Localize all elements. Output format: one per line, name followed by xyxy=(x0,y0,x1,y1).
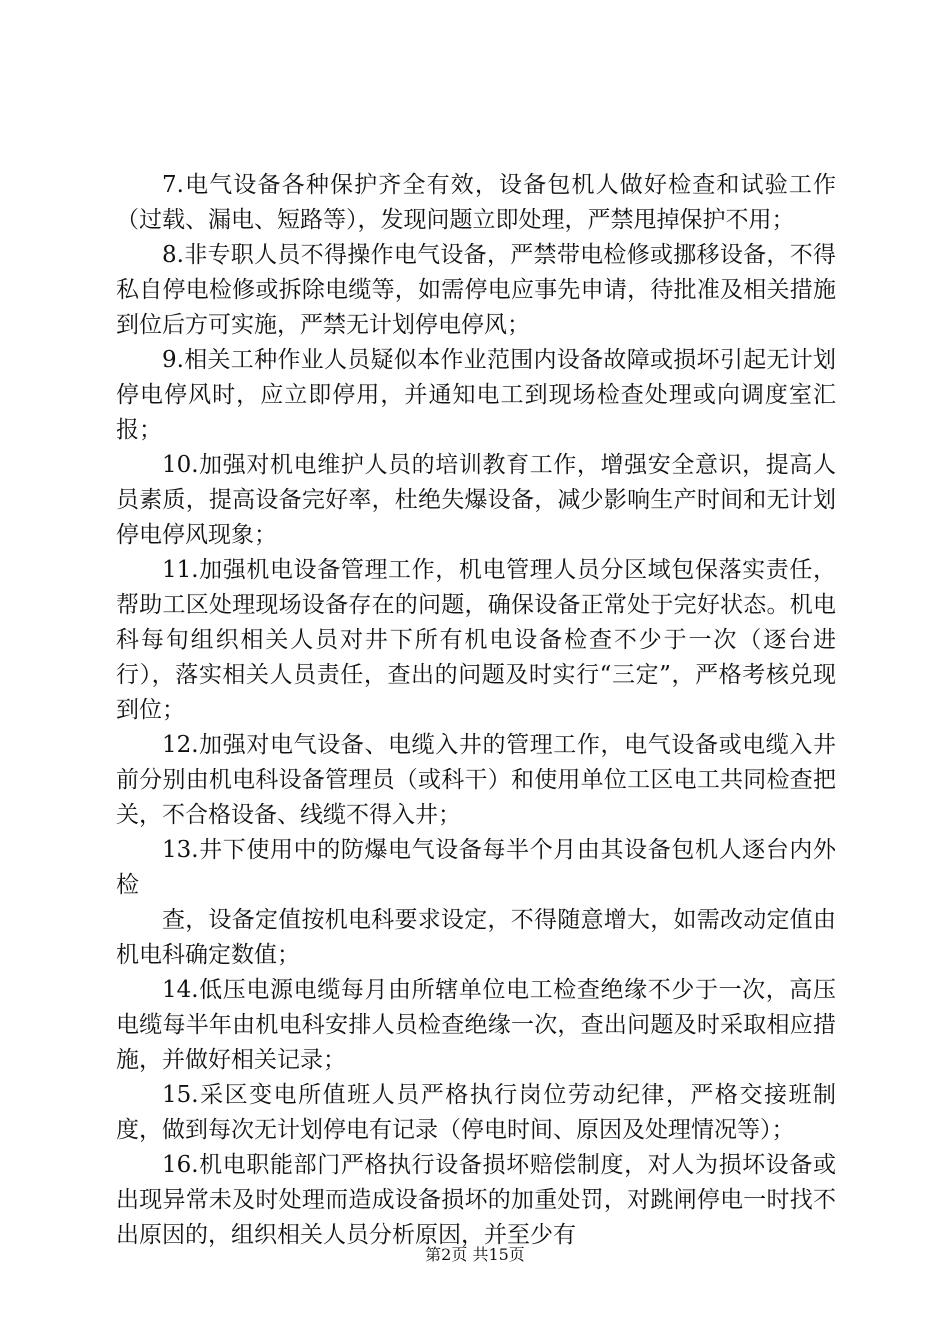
paragraph-10: 10.加强对机电维护人员的培训教育工作，增强安全意识，提高人员素质，提高设备完好率，杜绝失爆设备，减少影响生产时间和无计划停电停风现象； xyxy=(116,452,836,548)
paragraph-9: 9.相关工种作业人员疑似本作业范围内设备故障或损坏引起无计划停电停风时，应立即停用，并通知电工到现场检查处理或向调度室汇报； xyxy=(116,347,836,443)
paragraph-15: 15.采区变电所值班人员严格执行岗位劳动纪律，严格交接班制度，做到每次无计划停电有记录（停电时间、原因及处理情况等）； xyxy=(116,1082,836,1143)
document-body xyxy=(116,168,836,1253)
paragraph-8: 8.非专职人员不得操作电气设备，严禁带电检修或挪移设备，不得私自停电检修或拆除电缆等，如需停电应事先申请，待批准及相关措施到位后方可实施，严禁无计划停电停风； xyxy=(116,242,836,338)
paragraph-11: 11.加强机电设备管理工作，机电管理人员分区域包保落实责任，帮助工区处理现场设备存在的问题，确保设备正常处于完好状态。机电科每旬组织相关人员对井下所有机电设备检查不少于一次（逐台进行），落实相关人员责任，查出的问题及时实行“三定”，严格考核兑现到位； xyxy=(116,557,836,723)
paragraph-14: 14.低压电源电缆每月由所辖单位电工检查绝缘不少于一次，高压电缆每半年由机电科安排人员检查绝缘一次，查出问题及时采取相应措施，并做好相关记录； xyxy=(116,977,836,1073)
paragraph-12: 12.加强对电气设备、电缆入井的管理工作，电气设备或电缆入井前分别由机电科设备管理员（或科干）和使用单位工区电工共同检查把关，不合格设备、线缆不得入井； xyxy=(116,732,836,828)
paragraph-13-continued: 查，设备定值按机电科要求设定，不得随意增大，如需改动定值由机电科确定数值； xyxy=(116,907,836,968)
paragraph-7: 7.电气设备各种保护齐全有效，设备包机人做好检查和试验工作（过载、漏电、短路等），发现问题立即处理，严禁甩掉保护不用； xyxy=(116,172,836,233)
paragraph-13: 13.井下使用中的防爆电气设备每半个月由其设备包机人逐台内外检 xyxy=(116,837,836,898)
paragraph-16: 16.机电职能部门严格执行设备损坏赔偿制度，对人为损坏设备或出现异常未及时处理而造成设备损坏的加重处罚，对跳闸停电一时找不出原因的，组织相关人员分析原因，并至少有 xyxy=(116,1152,836,1248)
page-number-footer: 第2页 共15页 xyxy=(425,1245,525,1264)
